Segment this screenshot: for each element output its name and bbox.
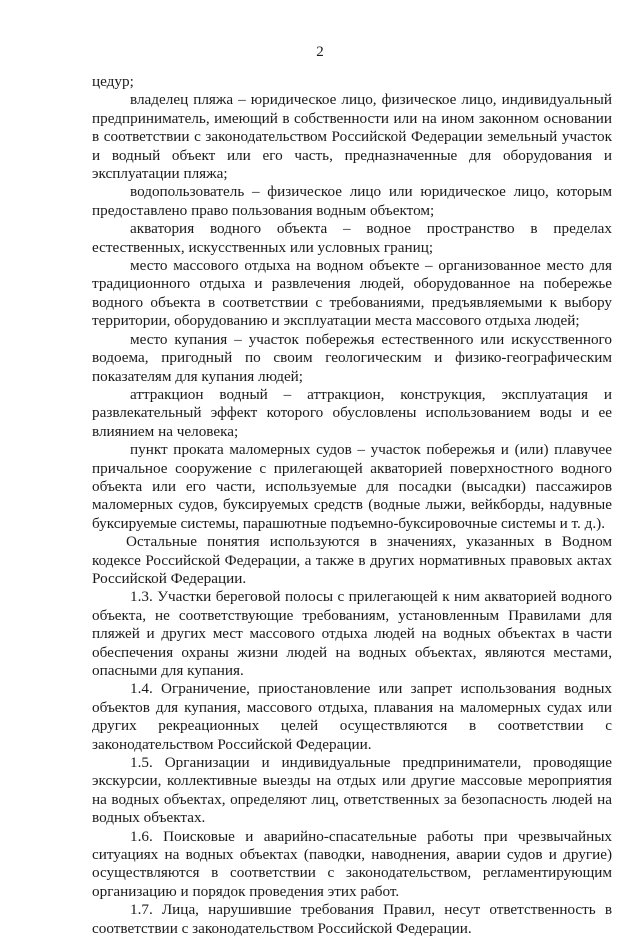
definition-mass-recreation-place: место массового отдыха на водном объекте – организованное место для традиционного отдыха и развлечения людей, оборудованное на побережье водного объекта в соответствии с требованиями, предъявляемыми к выбору территории, оборудованию и эксплуатации места массового отдыха людей; — [92, 257, 612, 330]
paragraph-1-3: 1.3. Участки береговой полосы с прилегающей к ним акваторией водного объекта, не соответствующие требованиям, установленным Правилами для пляжей и других мест массового отдыха людей на водных объектах в части обеспечения охраны жизни людей на водных объектах, являются местами, опасными для купания. — [92, 588, 612, 679]
document-body — [92, 73, 612, 938]
paragraph-continuation: цедур; — [92, 73, 134, 90]
definition-boat-rental-point: пункт проката маломерных судов – участок побережья и (или) плавучее причальное сооружение с прилегающей акваторией поверхностного водного объекта или его части, используемые для посадки (высадки) пассажиров маломерных судов, буксируемых средств (водные лыжи, вейкборды, надувные буксируемые системы, парашютные подъемно-буксировочные системы и т. д.). — [92, 441, 612, 532]
definition-bathing-place: место купания – участок побережья естественного или искусственного водоема, пригодный по своим геологическим и физико-географическим показателям для купания людей; — [92, 330, 612, 385]
paragraph-other-terms: Остальные понятия используются в значениях, указанных в Водном кодексе Российской Федерации, а также в других нормативных правовых актах Российской Федерации. — [92, 533, 612, 587]
paragraph-1-5: 1.5. Организации и индивидуальные предприниматели, проводящие экскурсии, коллективные выезды на отдых или другие массовые мероприятия на водных объектах, определяют лиц, ответственных за безопасность людей на водных объектах. — [92, 754, 612, 827]
definition-water-attraction: аттракцион водный – аттракцион, конструкция, эксплуатация и развлекательный эффект которого обусловлены использованием воды и ее влиянием на человека; — [92, 385, 612, 440]
definition-water-user: водопользователь – физическое лицо или юридическое лицо, которым предоставлено право пользования водным объектом; — [92, 183, 612, 219]
paragraph-1-6: 1.6. Поисковые и аварийно-спасательные работы при чрезвычайных ситуациях на водных объектах (паводки, наводнения, аварии судов и другие) осуществляются в соответствии с законодательством, регламентирующим организацию и порядок проведения этих работ. — [92, 827, 612, 900]
paragraph-1-7: 1.7. Лица, нарушившие требования Правил, несут ответственность в соответствии с законодательством Российской Федерации. — [92, 901, 612, 937]
paragraph-1-4: 1.4. Ограничение, приостановление или запрет использования водных объектов для купания, массового отдыха, плавания на маломерных судах или других рекреационных целей осуществляются в соответствии с законодательством Российской Федерации. — [92, 680, 612, 753]
definition-beach-owner: владелец пляжа – юридическое лицо, физическое лицо, индивидуальный предприниматель, имеющий в собственности или на ином законном основании в соответствии с законодательством Российской Федерации земельный участок и водный объект или его часть, предназначенные для оборудования и эксплуатации пляжа; — [92, 91, 612, 183]
page-number: 2 — [316, 44, 324, 60]
definition-water-area: акватория водного объекта – водное пространство в пределах естественных, искусственных или условных границ; — [92, 220, 612, 256]
